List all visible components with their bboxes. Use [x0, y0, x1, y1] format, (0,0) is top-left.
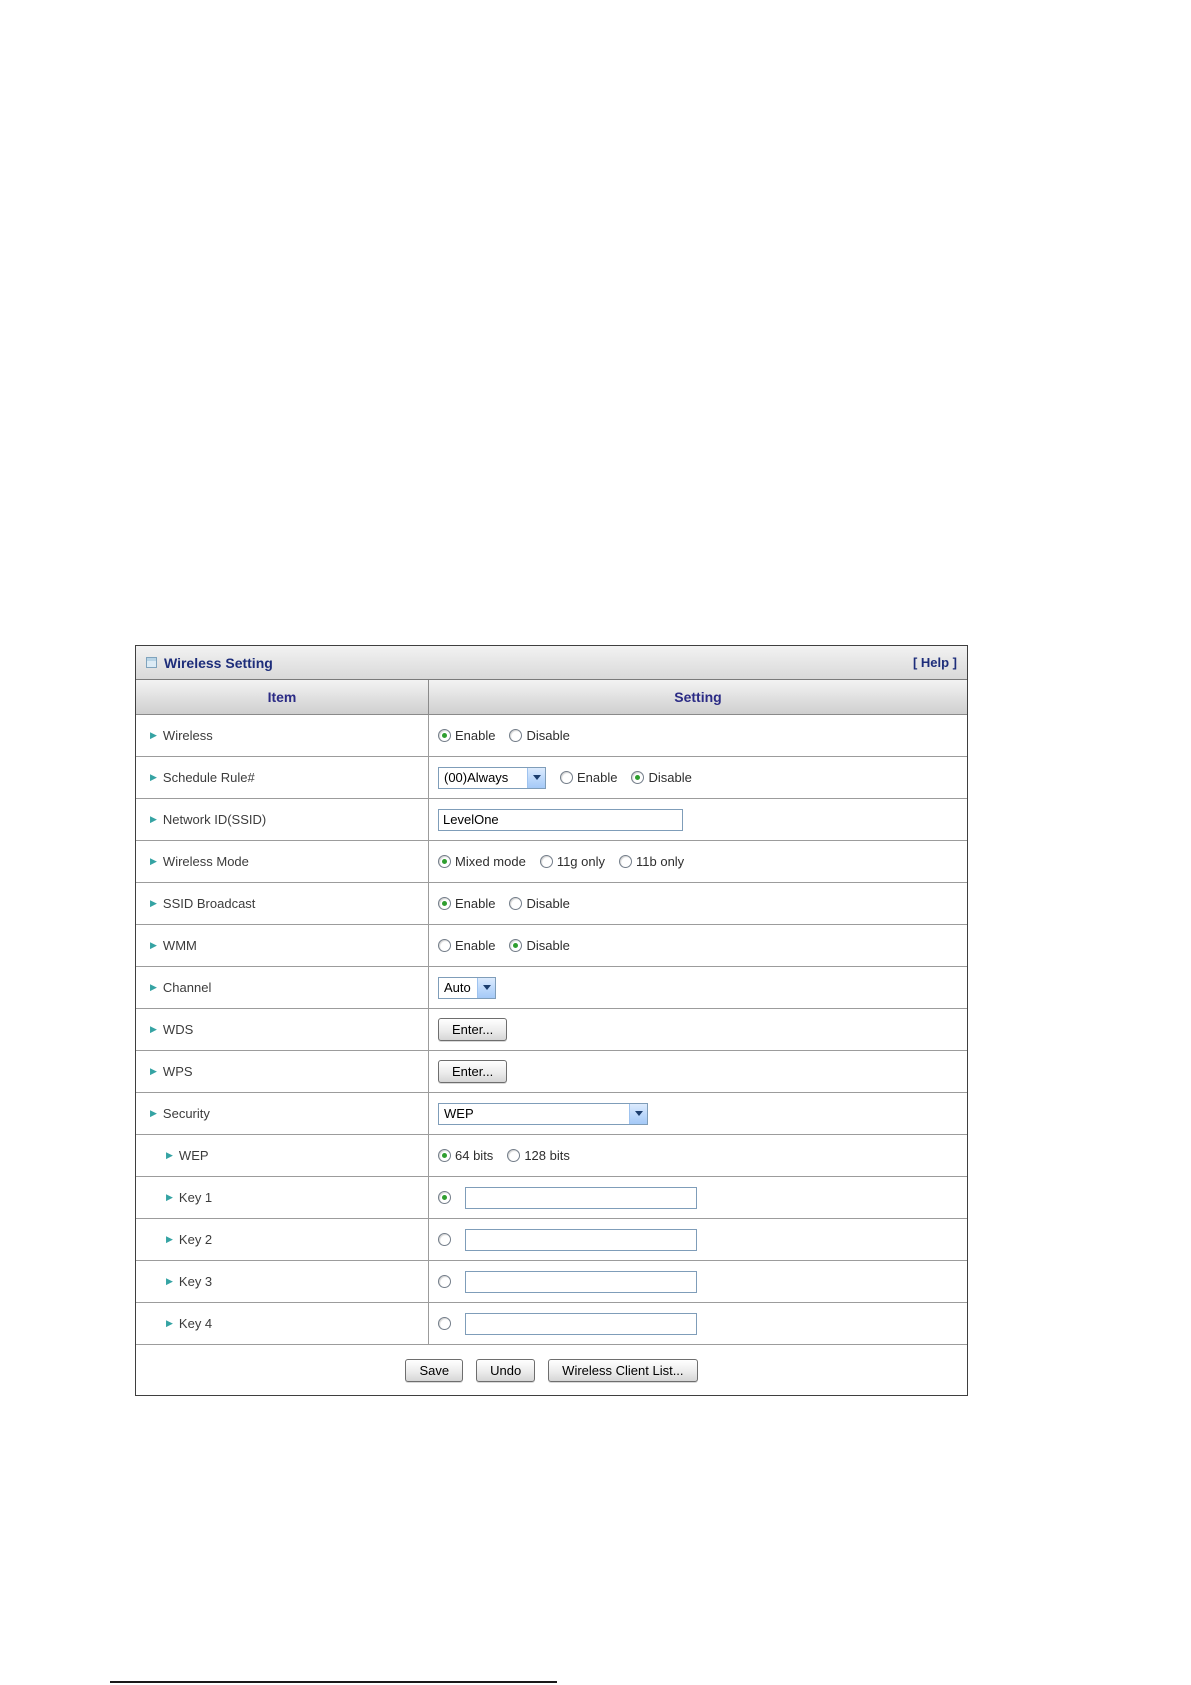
key1-input[interactable]	[465, 1187, 697, 1209]
save-button[interactable]: Save	[405, 1359, 463, 1382]
row-key2-setting-cell	[429, 1219, 967, 1260]
row-wireless-mode-setting-cell	[429, 841, 967, 882]
row-wireless-mode	[136, 841, 967, 883]
row-label: Key 1	[178, 1190, 213, 1205]
bullet-arrow-icon: ▶	[150, 730, 157, 740]
11b-only-radio[interactable]	[619, 855, 632, 868]
footer-button-row	[136, 1345, 967, 1395]
key4-input[interactable]	[465, 1313, 697, 1335]
radio-label: 11g only	[556, 854, 605, 869]
column-header-item: Item	[136, 680, 429, 714]
row-label: Wireless	[162, 728, 213, 743]
row-wireless-mode-label-cell	[136, 841, 429, 882]
row-key1-label-cell	[136, 1177, 429, 1218]
panel-title: Wireless Setting	[164, 654, 273, 671]
row-key3-label-cell	[136, 1261, 429, 1302]
panel-title-group	[146, 655, 273, 671]
row-wep-label-cell	[136, 1135, 429, 1176]
bullet-arrow-icon: ▶	[150, 856, 157, 866]
radio-label: 64 bits	[455, 1148, 494, 1163]
bullet-arrow-icon: ▶	[150, 1024, 157, 1034]
schedule-radio-group	[560, 770, 692, 785]
schedule-disable-radio[interactable]	[631, 771, 644, 784]
row-wps-setting-cell	[429, 1051, 967, 1092]
row-ssid-broadcast-setting-cell	[429, 883, 967, 924]
row-channel-label-cell	[136, 967, 429, 1008]
row-label: SSID Broadcast	[162, 896, 256, 911]
row-label: WEP	[178, 1148, 209, 1163]
help-link[interactable]: [ Help ]	[912, 655, 957, 670]
wep-128-option	[507, 1148, 570, 1163]
radio-label: Disable	[648, 770, 692, 785]
ssid-input[interactable]	[438, 809, 683, 831]
schedule-disable-option	[631, 770, 691, 785]
row-key1	[136, 1177, 967, 1219]
channel-dropdown[interactable]	[438, 977, 496, 999]
row-network-id-setting-cell	[429, 799, 967, 840]
row-schedule-rule	[136, 757, 967, 799]
key4-select-radio[interactable]	[438, 1317, 451, 1330]
radio-label: Enable	[455, 896, 496, 911]
row-label: Security	[162, 1106, 210, 1121]
row-schedule-label-cell	[136, 757, 429, 798]
wireless-client-list-button[interactable]: Wireless Client List...	[548, 1359, 697, 1382]
wireless-mode-radio-group	[438, 854, 684, 869]
dropdown-arrow-icon	[629, 1104, 647, 1124]
ssid-broadcast-disable-option	[509, 896, 569, 911]
mixed-mode-radio[interactable]	[438, 855, 451, 868]
wmm-disable-option	[509, 938, 569, 953]
wep-bits-radio-group	[438, 1148, 570, 1163]
ssid-broadcast-disable-radio[interactable]	[509, 897, 522, 910]
schedule-rule-dropdown[interactable]	[438, 767, 546, 789]
row-wds-setting-cell	[429, 1009, 967, 1050]
wmm-disable-radio[interactable]	[509, 939, 522, 952]
key1-select-radio[interactable]	[438, 1191, 451, 1204]
row-wds-label-cell	[136, 1009, 429, 1050]
ssid-broadcast-radio-group	[438, 896, 570, 911]
key3-input[interactable]	[465, 1271, 697, 1293]
radio-label: 128 bits	[524, 1148, 570, 1163]
schedule-enable-radio[interactable]	[560, 771, 573, 784]
dropdown-value: (00)Always	[444, 769, 509, 785]
row-network-id-label-cell	[136, 799, 429, 840]
row-label: WMM	[162, 938, 197, 953]
key3-select-radio[interactable]	[438, 1275, 451, 1288]
schedule-enable-option	[560, 770, 617, 785]
ssid-broadcast-enable-radio[interactable]	[438, 897, 451, 910]
bullet-arrow-icon: ▶	[166, 1276, 173, 1286]
row-network-id	[136, 799, 967, 841]
bullet-arrow-icon: ▶	[166, 1192, 173, 1202]
row-label: Network ID(SSID)	[162, 812, 267, 827]
radio-label: Enable	[455, 728, 496, 743]
row-security	[136, 1093, 967, 1135]
wireless-disable-radio[interactable]	[509, 729, 522, 742]
wep-128-radio[interactable]	[507, 1149, 520, 1162]
dropdown-arrow-icon	[527, 768, 545, 788]
row-label: Channel	[162, 980, 212, 995]
row-ssid-broadcast	[136, 883, 967, 925]
bullet-arrow-icon: ▶	[150, 982, 157, 992]
bullet-arrow-icon: ▶	[166, 1150, 173, 1160]
panel-title-bar	[136, 646, 967, 680]
wireless-disable-option	[509, 728, 569, 743]
key2-select-radio[interactable]	[438, 1233, 451, 1246]
radio-label: Mixed mode	[455, 854, 526, 869]
wps-enter-button[interactable]: Enter...	[438, 1060, 507, 1083]
ssid-broadcast-enable-option	[438, 896, 495, 911]
wireless-setting-panel	[135, 645, 968, 1396]
bullet-arrow-icon: ▶	[166, 1318, 173, 1328]
mixed-mode-option	[438, 854, 526, 869]
row-wds	[136, 1009, 967, 1051]
row-label: Wireless Mode	[162, 854, 249, 869]
row-wep-setting-cell	[429, 1135, 967, 1176]
wmm-enable-radio[interactable]	[438, 939, 451, 952]
radio-label: Disable	[526, 938, 570, 953]
security-dropdown[interactable]	[438, 1103, 648, 1125]
row-key2-label-cell	[136, 1219, 429, 1260]
bullet-arrow-icon: ▶	[150, 772, 157, 782]
radio-label: Disable	[526, 896, 570, 911]
row-wireless-label-cell	[136, 715, 429, 756]
row-channel-setting-cell	[429, 967, 967, 1008]
row-key1-setting-cell	[429, 1177, 967, 1218]
row-ssid-broadcast-label-cell	[136, 883, 429, 924]
bullet-arrow-icon: ▶	[150, 814, 157, 824]
row-key3-setting-cell	[429, 1261, 967, 1302]
row-wireless-setting-cell	[429, 715, 967, 756]
11g-only-radio[interactable]	[540, 855, 553, 868]
row-wep	[136, 1135, 967, 1177]
wmm-enable-option	[438, 938, 495, 953]
row-label: Key 2	[178, 1232, 213, 1247]
dropdown-arrow-icon	[477, 978, 495, 998]
row-label: Key 4	[178, 1316, 213, 1331]
row-label: WPS	[162, 1064, 193, 1079]
bullet-arrow-icon: ▶	[166, 1234, 173, 1244]
wmm-radio-group	[438, 938, 570, 953]
11b-only-option	[619, 854, 684, 869]
row-wmm	[136, 925, 967, 967]
column-header-setting: Setting	[674, 689, 722, 705]
bullet-arrow-icon: ▶	[150, 1066, 157, 1076]
row-channel	[136, 967, 967, 1009]
row-label: Schedule Rule#	[162, 770, 255, 785]
bullet-arrow-icon: ▶	[150, 940, 157, 950]
row-wireless	[136, 715, 967, 757]
radio-label: Enable	[455, 938, 496, 953]
key2-input[interactable]	[465, 1229, 697, 1251]
row-wps-label-cell	[136, 1051, 429, 1092]
radio-label: Enable	[577, 770, 618, 785]
wep-64-option	[438, 1148, 493, 1163]
row-wmm-label-cell	[136, 925, 429, 966]
column-header-row	[136, 680, 967, 715]
row-key4-label-cell	[136, 1303, 429, 1344]
row-key2	[136, 1219, 967, 1261]
wireless-radio-group	[438, 728, 570, 743]
row-wmm-setting-cell	[429, 925, 967, 966]
row-label: Key 3	[178, 1274, 213, 1289]
dropdown-value: Auto	[444, 979, 471, 995]
row-schedule-setting-cell	[429, 757, 967, 798]
section-square-icon	[146, 657, 157, 668]
wds-enter-button[interactable]: Enter...	[438, 1018, 507, 1041]
row-label: WDS	[162, 1022, 194, 1037]
row-key4	[136, 1303, 967, 1345]
row-key4-setting-cell	[429, 1303, 967, 1344]
bullet-arrow-icon: ▶	[150, 898, 157, 908]
row-security-setting-cell	[429, 1093, 967, 1134]
row-key3	[136, 1261, 967, 1303]
bullet-arrow-icon: ▶	[150, 1108, 157, 1118]
11g-only-option	[540, 854, 605, 869]
undo-button[interactable]: Undo	[476, 1359, 535, 1382]
page-bottom-rule	[110, 1681, 557, 1683]
wireless-enable-radio[interactable]	[438, 729, 451, 742]
row-security-label-cell	[136, 1093, 429, 1134]
radio-label: Disable	[526, 728, 570, 743]
row-wps	[136, 1051, 967, 1093]
dropdown-value: WEP	[444, 1105, 474, 1121]
radio-label: 11b only	[636, 854, 685, 869]
wireless-enable-option	[438, 728, 495, 743]
wep-64-radio[interactable]	[438, 1149, 451, 1162]
